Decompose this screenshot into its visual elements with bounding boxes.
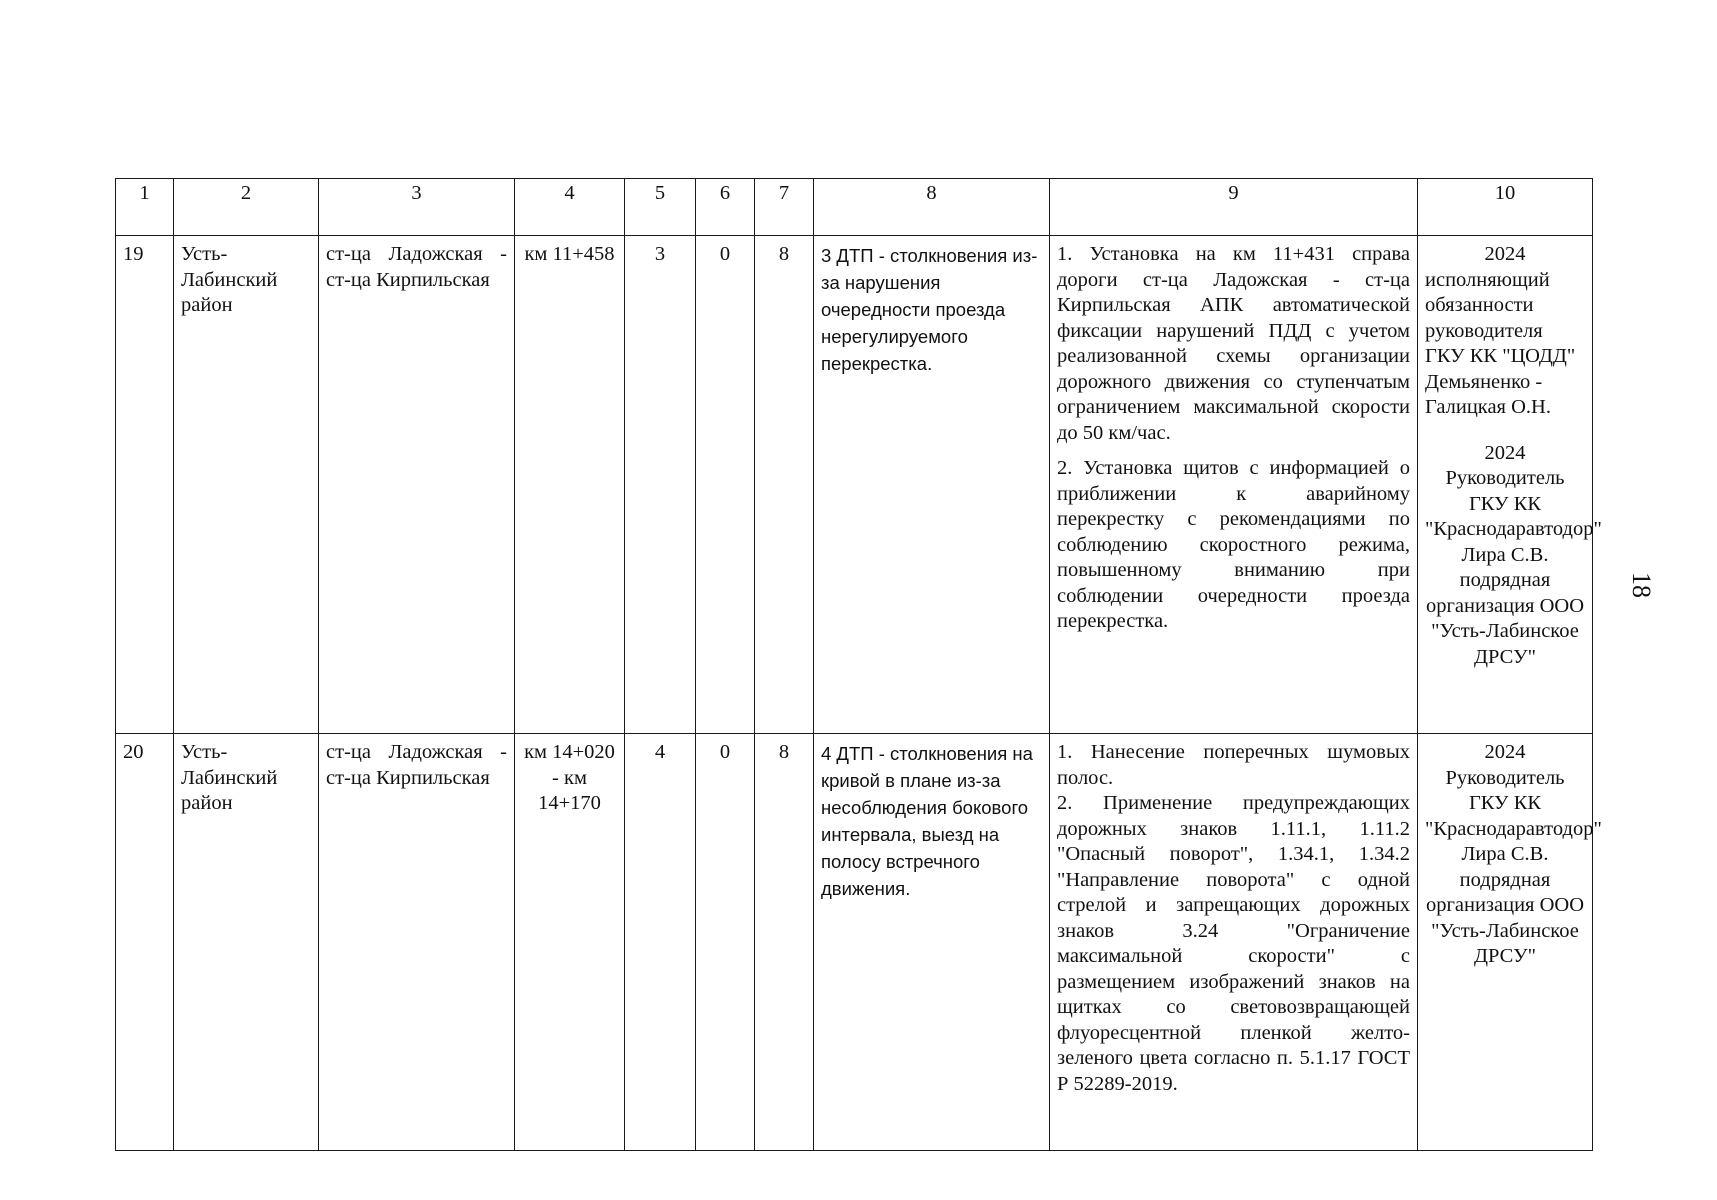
header-cell: 6 [696, 179, 755, 236]
header-cell: 3 [319, 179, 515, 236]
responsible-person: Руководитель ГКУ КК "Краснодаравтодор" Лира С.В. подрядная организация ООО "Усть-Лабинское ДРСУ" [1425, 467, 1602, 668]
header-cell: 1 [116, 179, 174, 236]
table-header-row [116, 179, 1593, 236]
col7-cell: 8 [755, 236, 814, 734]
table-row [116, 236, 1593, 734]
road-cell: ст-ца Ладожская - ст-ца Кирпильская [319, 734, 515, 1151]
page-number: 18 [1627, 572, 1656, 598]
responsible-year: 2024 [1484, 243, 1526, 265]
responsible-cell [1418, 236, 1602, 734]
responsible-year: 2024 [1484, 441, 1526, 464]
measures-cell [1050, 734, 1418, 1151]
km-cell: км 14+020 - км 14+170 [515, 734, 625, 1151]
responsible-year: 2024 [1484, 741, 1526, 763]
row-number: 19 [116, 236, 174, 734]
col7-cell: 8 [755, 734, 814, 1151]
incidents-cell: 3 ДТП - столкновения из-за нарушения очередности проезда нерегулируемого перекрестка. [814, 236, 1050, 734]
district-cell: Усть-Лабинский район [174, 236, 319, 734]
measure-item: 2. Установка щитов с информацией о приближении к аварийному перекрестку с рекомендациями по соблюдению скоростного режима, повышенному вниманию при соблюдении очередности проезда перекрестка. [1057, 457, 1410, 632]
header-cell: 7 [755, 179, 814, 236]
incidents-cell: 4 ДТП - столкновения на кривой в плане из-за несоблюдения бокового интервала, выезд на полосу встречного движения. [814, 734, 1050, 1151]
measures-cell [1050, 236, 1418, 734]
col5-cell: 3 [625, 236, 696, 734]
header-cell: 5 [625, 179, 696, 236]
header-cell: 8 [814, 179, 1050, 236]
col6-cell: 0 [696, 734, 755, 1151]
header-cell: 4 [515, 179, 625, 236]
road-cell: ст-ца Ладожская - ст-ца Кирпильская [319, 236, 515, 734]
measure-item: 2. Применение предупреждающих дорожных знаков 1.11.1, 1.11.2 "Опасный поворот", 1.34.1, 1.34.2 "Направление поворота" с одной стрелой и запрещающих дорожных знаков 3.24 "Ограничение максимальной скорости" с размещением изображений знаков на щитках со световозвращающей флуоресцентной пленкой желто-зеленого цвета согласно п. 5.1.17 ГОСТ Р 52289-2019. [1057, 792, 1410, 1095]
responsible-cell [1418, 734, 1602, 1151]
col6-cell: 0 [696, 236, 755, 734]
table-row [116, 734, 1593, 1151]
measure-item: 1. Установка на км 11+431 справа дороги ст-ца Ладожская - ст-ца Кирпильская АПК автоматической фиксации нарушений ПДД с учетом реализованной схемы организации дорожного движения со ступенчатым ограничением максимальной скорости до 50 км/час. [1057, 243, 1410, 444]
measures-table [115, 178, 1602, 1151]
header-cell: 9 [1050, 179, 1418, 236]
km-cell: км 11+458 [515, 236, 625, 734]
header-cell: 10 [1418, 179, 1593, 236]
row-number: 20 [116, 734, 174, 1151]
measure-item: 1. Нанесение поперечных шумовых полос. [1057, 741, 1410, 789]
responsible-person: Руководитель ГКУ КК "Краснодаравтодор" Лира С.В. подрядная организация ООО "Усть-Лабинское ДРСУ" [1425, 766, 1602, 967]
responsible-person: исполняющий обязанности руководителя ГКУ КК "ЦОДД" Демьяненко - Галицкая О.Н. [1425, 268, 1576, 418]
col5-cell: 4 [625, 734, 696, 1151]
header-cell: 2 [174, 179, 319, 236]
district-cell: Усть-Лабинский район [174, 734, 319, 1151]
